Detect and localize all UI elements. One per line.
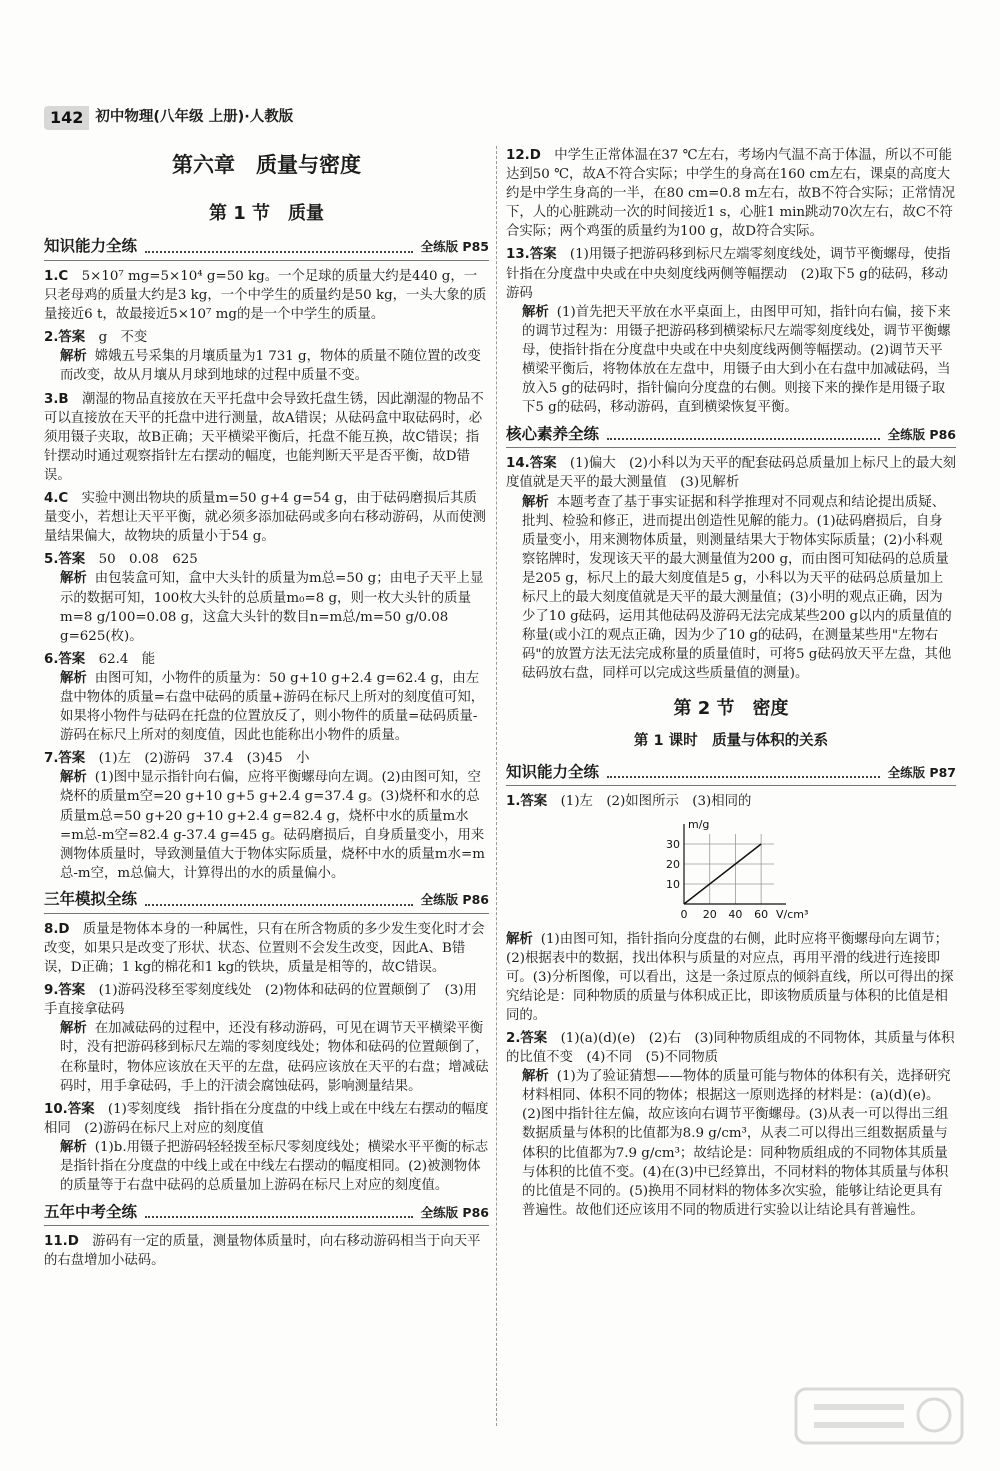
explanation-label: 解析 (60, 1021, 87, 1037)
question-number: 9.答案 (44, 983, 86, 999)
explanation-text: 本题考查了基于事实证据和科学推理对不同观点和结论提出质疑、批判、检验和修正，进而提出创造性见解的能力。(1)砝码磨损后，自身质量变小，用来测物体质量，则测量结果大于物体实际质量；(2)小科观察铭牌时，发现该天平的最大测量值为200 g，而由图可知砝码的总质量是205 g，标尺上的最大刻度值是5 g，小科以为天平的砝码总质量加上标尺上的最大刻度值就是天平的最大测量值；(3)小明的观点正确，因为少了10 g砝码，运用其他砝码及游码无法完成某些200 g以内的质量值的称量(或小江的观点正确，因为少了10 g的砝码，在测量某些用"左物右码"的放置方法无法完成称量的质量值时，可将5 g砝码放天平左盘，其他砝码放右盘，同样可以完成这些质量值的测量)。 (522, 494, 952, 682)
section-bar-name: 三年模拟全练 (44, 890, 138, 909)
answer-text: (1)左 (2)游码 37.4 (3)45 小 (98, 751, 310, 767)
question-text: 中学生正常体温在37 ℃左右，考场内气温不高于体温，所以不可能达到50 ℃，故A不符合实际；中学生的身高在160 cm左右，课桌的高度大约是中学生身高的一半，在80 cm=0.8 m左右，故B不符合实际；正常情况下，人的心脏跳动一次的时间接近1 s，心脏1 min跳动70次左右，故C不符合实际；两个鸡蛋的质量约为100 g，故D符合实际。 (506, 148, 955, 240)
section-bar (44, 1199, 489, 1226)
dotted-leader (607, 766, 880, 778)
explanation-label: 解析 (522, 304, 549, 320)
y-axis-label: m/g (688, 817, 710, 831)
y-tick-label: 30 (666, 837, 680, 851)
section-bar-ref: 全练版 P86 (420, 1204, 489, 1220)
question-number: 5.答案 (44, 552, 86, 568)
mass-volume-chart (658, 816, 808, 926)
question-item (44, 267, 489, 324)
question-item (506, 930, 956, 1025)
question-item (506, 454, 956, 683)
question-item (506, 245, 956, 417)
section-bar (44, 234, 489, 261)
explanation-text: 由包装盒可知，盒中大头针的质量为m总=50 g；由电子天平上显示的数据可知，100枚大头针的总质量m₀=8 g，则一枚大头针的质量m=8 g/100=0.08 g，这盒大头针的数目n=m总/m=50 g/0.08 g=625(枚)。 (60, 571, 484, 644)
question-number: 2.答案 (44, 330, 86, 346)
explanation (522, 1067, 956, 1220)
section-bar-name: 五年中考全练 (44, 1202, 138, 1221)
left-column (44, 146, 489, 1274)
page-header (44, 104, 293, 132)
right-column (506, 146, 956, 1224)
question-item (506, 1029, 956, 1220)
column-divider (496, 146, 497, 1426)
question-item (44, 1100, 489, 1195)
explanation-label: 解析 (60, 670, 87, 686)
question-text: 5×10⁷ mg=5×10⁴ g=50 kg。一个足球的质量大约是440 g，一只老母鸡的质量大约是3 kg，一个中学生的质量约是50 kg，一头大象的质量接近6 t，故最接近5×10⁷ mg的是一个中学生的质量。 (44, 269, 487, 323)
section-bar-name: 知识能力全练 (44, 237, 138, 256)
explanation-text: 嫦娥五号采集的月壤质量为1 731 g，物体的质量不随位置的改变而改变，故从月壤从月球到地球的过程中质量不变。 (60, 349, 481, 384)
question-item (44, 920, 489, 977)
question-number: 3.B (44, 391, 69, 407)
question-number: 8.D (44, 921, 70, 937)
answer-text: (1)偏大 (2)小科以为天平的配套砝码总质量加上标尺上的最大刻度值就是天平的最大测量值 (3)见解析 (506, 456, 956, 491)
question-text: 潮湿的物品直接放在天平托盘中会导致托盘生锈，因此潮湿的物品不可以直接放在天平的托盘中进行测量，故A错误；从砝码盒中取砝码时，必须用镊子夹取，故B正确；天平横梁平衡后，托盘不能互换，故C错误；指针摆动时通过观察指针左右摆动的幅度，也能判断天平是否平衡，故D错误。 (44, 391, 484, 483)
question-number: 14.答案 (506, 456, 557, 472)
section-bar-ref: 全练版 P86 (420, 892, 489, 908)
x-tick-label: 60 (754, 907, 769, 921)
explanation (60, 569, 489, 645)
explanation-label: 解析 (522, 1069, 549, 1085)
explanation-text: 由图可知，小物件的质量为：50 g+10 g+2.4 g=62.4 g，由左盘中物体的质量=右盘中砝码的质量+游码在标尺上所对的刻度值可知，如果将小物件与砝码在托盘的位置放反了，则小物件的质量=砝码质量-游码在标尺上所对的刻度值，因此也能称出小物件的质量。 (60, 670, 485, 744)
section-bar-ref: 全练版 P87 (887, 764, 956, 780)
explanation-text: (1)为了验证猜想——物体的质量可能与物体的体积有关，选择研究材料相同、体积不同的物体；根据这一原则选择的材料是：(a)(d)(e)。(2)图中指针往左偏，故应该向右调节平衡螺母。(3)从表一可以得出三组数据质量与体积的比值都为8.9 g/cm³，从表二可以得出三组数据质量与体积的比值都为7.9 g/cm³；故结论是：同种物质组成的不同物体其质量与体积的比值不变。(4)在(3)中已经算出，不同材料的物体其质量与体积的比值是不同的。(5)换用不同材料的物体多次实验，能够让结论更具有普遍性。故他们还应该用不同的物质进行实验以让结论具有普遍性。 (522, 1069, 951, 1218)
answer-text: 50 0.08 625 (98, 552, 198, 568)
explanation (506, 930, 956, 1025)
explanation-label: 解析 (60, 1139, 87, 1155)
dotted-leader (145, 241, 413, 253)
answer-text: (1)游码没移至零刻度线处 (2)物体和砝码的位置颠倒了 (3)用手直接拿砝码 (44, 983, 477, 1018)
explanation (60, 1019, 489, 1095)
question-item (44, 650, 489, 745)
explanation (60, 669, 489, 745)
x-tick-label: 40 (728, 907, 743, 921)
section-bar-ref: 全练版 P86 (887, 426, 956, 442)
section-bar (506, 421, 956, 448)
question-number: 1.C (44, 269, 69, 284)
question-number: 6.答案 (44, 651, 86, 667)
explanation (60, 1138, 489, 1195)
explanation (60, 347, 489, 385)
lesson-title: 第 1 课时 质量与体积的关系 (633, 733, 829, 750)
answer-text: g 不变 (98, 330, 148, 346)
x-tick-label: 20 (702, 907, 717, 921)
data-line (684, 844, 761, 904)
explanation-label: 解析 (60, 571, 87, 587)
page-number: 142 (44, 106, 89, 129)
x-tick-label: 0 (680, 907, 688, 921)
dotted-leader (145, 894, 413, 906)
question-number: 1.答案 (506, 794, 548, 810)
y-tick-label: 10 (666, 877, 680, 891)
x-axis-label: V/cm³ (776, 907, 808, 921)
question-item (44, 390, 489, 485)
explanation-text: (1)b.用镊子把游码轻轻拨至标尺零刻度线处；横梁水平平衡的标志是指针指在分度盘的中线上或在中线左右摆动的幅度相同。(2)被测物体的质量等于右盘中砝码的总质量加上游码在标尺上对应的刻度值。 (60, 1139, 489, 1194)
question-text: 实验中测出物块的质量m=50 g+4 g=54 g，由于砝码磨损后其质量变小，若想让天平平衡，就必须多添加砝码或多向右移动游码，从而使测量结果偏大，故物块的质量小于54 g。 (44, 491, 486, 545)
explanation-text: (1)图中显示指针向右偏，应将平衡螺母向左调。(2)由图可知，空烧杯的质量m空=20 g+10 g+5 g+2.4 g=37.4 g。(3)烧杯和水的总质量m总=50 g+20 g+10 g+2.4 g=82.4 g，烧杯中水的质量m水=m总-m空=82.4 g-37.4 g=45 g。砝码磨损后，自身质量变小，用来测物体质量时，导致测量值大于物体实际质量，烧杯中水的质量m水=m总-m空，m总偏大，计算得出的水的质量偏小。 (60, 770, 485, 881)
question-item (44, 489, 489, 546)
explanation-text: (1)由图可知，指针指向分度盘的右侧，此时应将平衡螺母向左调节；(2)根据表中的数据，找出体积与质量的对应点，再用平滑的线进行连接即可。(3)分析图像，可以看出，这是一条过原点的倾斜直线，所以可得出的探究结论是：同种物质的质量与体积成正比，即该物质质量与体积的比值是相同的。 (506, 931, 954, 1023)
answer-text: (1)用镊子把游码移到标尺左端零刻度线处，调节平衡螺母，使指针指在分度盘中央或在中央刻度线两侧等幅摆动 (2)取下5 g的砝码，移动游码 (506, 247, 951, 301)
question-item (44, 981, 489, 1096)
question-text: 游码有一定的质量，测量物体质量时，向右移动游码相当于向天平的右盘增加小砝码。 (44, 1234, 481, 1269)
section-title: 第 2 节 密度 (673, 698, 789, 720)
explanation (522, 493, 956, 684)
dotted-leader (145, 1206, 413, 1218)
question-number: 11.D (44, 1234, 79, 1250)
answer-text: 62.4 能 (98, 651, 156, 667)
section-bar-name: 核心素养全练 (506, 424, 600, 443)
explanation (60, 768, 489, 883)
question-item (506, 792, 956, 811)
section-title: 第 1 节 质量 (208, 203, 325, 224)
answer-text: (1)零刻度线 指针指在分度盘的中线上或在中线左右摆动的幅度相同 (2)游码在标尺上对应的刻度值 (44, 1101, 489, 1136)
question-item (44, 749, 489, 883)
answer-text: (1)(a)(d)(e) (2)右 (3)同种物质组成的不同物体，其质量与体积的比值不变 (4)不同 (5)不同物质 (506, 1031, 955, 1066)
section-bar (44, 887, 489, 914)
answer-text: (1)左 (2)如图所示 (3)相同的 (560, 794, 752, 810)
question-number: 13.答案 (506, 247, 557, 263)
y-tick-label: 20 (666, 857, 680, 871)
section-bar (506, 759, 956, 786)
question-number: 2.答案 (506, 1031, 548, 1046)
explanation-label: 解析 (522, 494, 549, 510)
mass-volume-graph (658, 816, 808, 926)
section-bar-name: 知识能力全练 (506, 762, 600, 781)
question-text: 质量是物体本身的一种属性，只有在所含物质的多少发生变化时才会改变，如果只是改变了形状、状态、位置则不会发生改变，因此A、B错误，D正确；1 kg的棉花和1 kg的铁块，质量是相等的，故C错误。 (44, 921, 485, 976)
question-item (506, 146, 956, 241)
explanation-label: 解析 (506, 931, 533, 947)
explanation (522, 303, 956, 418)
chapter-title: 第六章 质量与密度 (172, 153, 361, 177)
dotted-leader (607, 428, 880, 440)
book-title: 初中物理(八年级 上册)·人教版 (95, 109, 294, 126)
watermark-logo (794, 1387, 964, 1445)
explanation-label: 解析 (60, 770, 87, 786)
question-item (44, 550, 489, 645)
explanation-label: 解析 (60, 349, 87, 365)
section-bar-ref: 全练版 P85 (420, 239, 489, 255)
question-number: 7.答案 (44, 751, 86, 767)
explanation-text: 在加减砝码的过程中，还没有移动游码，可见在调节天平横梁平衡时，没有把游码移到标尺左端的零刻度线处；物体和砝码的位置颠倒了，在称量时，物体应该放在天平的左盘，砝码应该放在天平的右盘；增减砝码时，用手拿砝码，手上的汗渍会腐蚀砝码，影响测量结果。 (60, 1021, 489, 1094)
question-number: 4.C (44, 491, 69, 507)
question-number: 10.答案 (44, 1101, 95, 1117)
question-number: 12.D (506, 148, 541, 163)
question-item (44, 328, 489, 385)
question-item (44, 1232, 489, 1270)
explanation-text: (1)首先把天平放在水平桌面上，由图甲可知，指针向右偏，接下来的调节过程为：用镊子把游码移到横梁标尺左端零刻度线处，调节平衡螺母，使指针指在分度盘中央或在中央刻度线两侧等幅摆动。(2)调节天平横梁平衡后，将物体放在左盘中，用镊子由大到小在右盘中加减砝码，当放入5 g的砝码时，指针偏向分度盘的右侧。则接下来的操作是用镊子取下5 g的砝码，移动游码，直到横梁恢复平衡。 (522, 304, 951, 416)
